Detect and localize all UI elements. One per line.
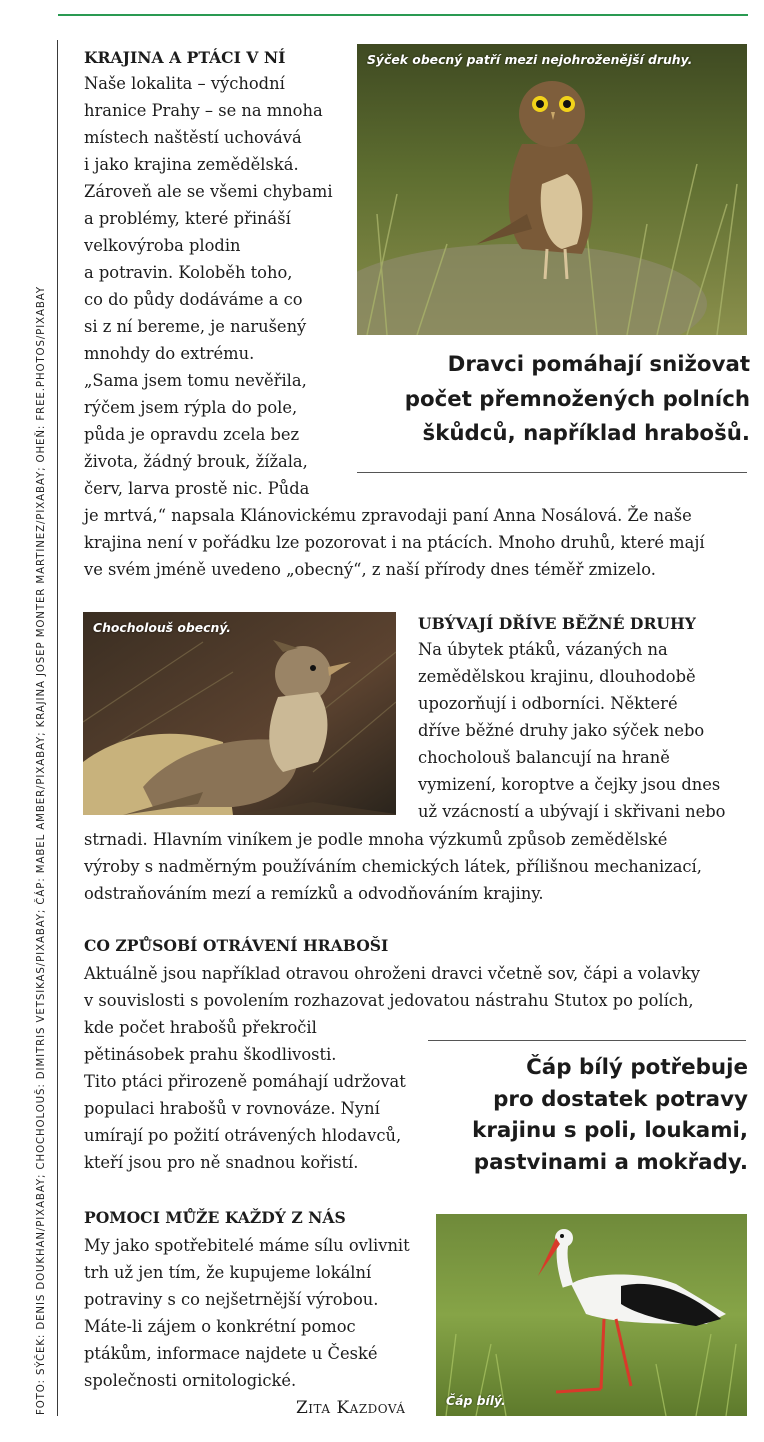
lark-photo-caption: Chocholouš obecný. (93, 620, 231, 635)
photo-credits: FOTO: SÝČEK: DENIS DOUKHAN/PIXABAY; CHOCHOLOUŠ: DIMITRIS VETSIKAS/PIXABAY; ČÁP: MABEL AMBER/PIXABAY; KRAJINA JOSEP MONTER MARTINEZ/PIXABAY; OHEŇ: FREE.PHOTOS/PIXABAY (36, 286, 47, 1415)
section-heading-declining-species: UBÝVAJÍ DŘÍVE BĚŽNÉ DRUHY (418, 614, 696, 633)
section-declining-text-narrow: Na úbytek ptáků, vázaných na zemědělskou krajinu, dlouhodobě upozorňují i odborníci. Některé dříve běžné druhy jako sýček nebo chocholouš balancují na hraně vymizení, koroptve a čejky jsou dnes už vzácností a ubývají i skřivani nebo (418, 640, 726, 821)
section-declining-text-full: strnadi. Hlavním viníkem je podle mnoha výzkumů způsob zemědělské výroby s nadměrným používáním chemických látek, přílišnou mechanizací, odstraňováním mezí a remízků a odvodňováním krajiny. (84, 830, 702, 903)
pullquote-stork-rule (428, 1040, 746, 1041)
owl-photo-caption: Sýček obecný patří mezi nejohroženější druhy. (367, 52, 693, 67)
pullquote-raptors: Dravci pomáhají snižovat počet přemnožených polních škůdců, například hrabošů. (404, 352, 750, 446)
top-accent-line (58, 14, 748, 16)
owl-photo (357, 44, 747, 335)
section-landscape-text-full: je mrtvá,“ napsala Klánovickému zpravodaji paní Anna Nosálová. Že naše krajina není v pořádku lze pozorovat i na ptácích. Mnoho druhů, které mají ve svém jméně uvedeno „obecný“, z naší přírody dnes téměř zmizelo. (84, 506, 705, 579)
lark-photo (83, 612, 396, 815)
section-poisoning-text-narrow: kde počet hrabošů překročil pětinásobek prahu škodlivosti. Tito ptáci přirozeně pomáhají udržovat populaci hrabošů v rovnováze. Nyní umírají po požití otrávených hlodavců, kteří jsou pro ně snadnou kořistí. (84, 1018, 406, 1172)
stork-photo (436, 1214, 747, 1416)
credit-divider-line (57, 40, 58, 1416)
stork-photo-caption: Čáp bílý. (446, 1393, 506, 1408)
section-heading-landscape: KRAJINA A PTÁCI V NÍ (84, 48, 286, 67)
pullquote-raptors-rule (357, 472, 747, 473)
pullquote-stork: Čáp bílý potřebuje pro dostatek potravy krajinu s poli, loukami, pastvinami a mokřady. (472, 1055, 748, 1175)
section-help-text-narrow: My jako spotřebitelé máme sílu ovlivnit trh už jen tím, že kupujeme lokální potraviny s co nejšetrnější výrobou. Máte-li zájem o konkrétní pomoc ptákům, informace najdete u České společnosti ornitologické. (84, 1236, 410, 1390)
author-signature: Zita Kazdová (296, 1398, 406, 1418)
section-heading-everyone-can-help: POMOCI MŮŽE KAŽDÝ Z NÁS (84, 1208, 346, 1227)
section-poisoning-text-full: Aktuálně jsou například otravou ohroženi dravci včetně sov, čápi a volavky v souvislosti s povolením rozhazovat jedovatou nástrahu Stutox po polích, (84, 964, 701, 1010)
section-landscape-text-narrow: Naše lokalita – východní hranice Prahy – se na mnoha místech naštěstí uchovává i jako krajina zemědělská. Zároveň ale se všemi chybami a problémy, které přináší velkovýroba plodin a potravin. Koloběh toho, co do půdy dodáváme a co si z ní bereme, je narušený mnohdy do extrému. „Sama jsem tomu nevěřila, rýčem jsem rýpla do pole, půda je opravdu zcela bez života, žádný brouk, žížala, červ, larva prostě nic. Půda (84, 74, 333, 498)
section-heading-vole-poisoning: CO ZPŮSOBÍ OTRÁVENÍ HRABOŠI (84, 936, 389, 955)
